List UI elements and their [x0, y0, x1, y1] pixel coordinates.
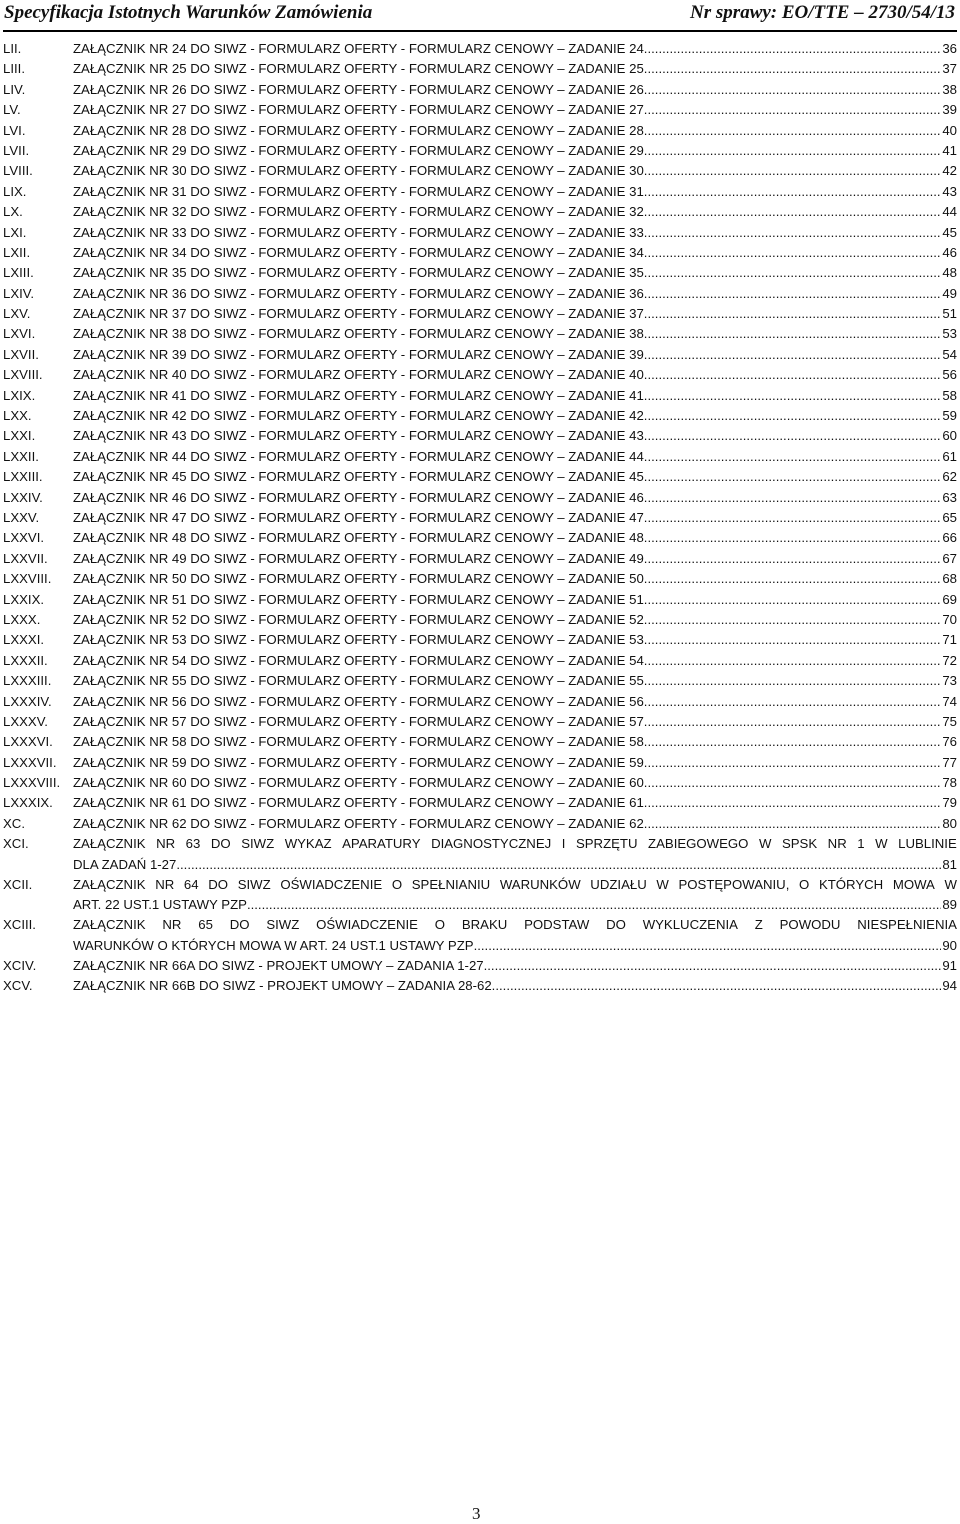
- toc-entry[interactable]: [3, 508, 957, 528]
- dot-leader: [647, 488, 941, 508]
- dot-leader: [647, 732, 941, 752]
- toc-entry-number: LXXIV.: [3, 489, 43, 505]
- toc-entry-page: 89: [942, 897, 957, 913]
- dot-leader: [647, 712, 941, 732]
- toc-entry-number: LIII.: [3, 61, 25, 77]
- toc-entry-title: ZAŁĄCZNIK NR 51 DO SIWZ - FORMULARZ OFERTY - FORMULARZ CENOWY – ZADANIE 51.: [73, 591, 648, 607]
- toc-entry[interactable]: [3, 956, 957, 976]
- toc-entry-number: LXXXIV.: [3, 693, 52, 709]
- toc-entry-page: 42: [942, 163, 957, 179]
- toc-entry-title: ZAŁĄCZNIK NR 57 DO SIWZ - FORMULARZ OFERTY - FORMULARZ CENOWY – ZADANIE 57.: [73, 713, 648, 729]
- toc-entry-title: ZAŁĄCZNIK NR 55 DO SIWZ - FORMULARZ OFERTY - FORMULARZ CENOWY – ZADANIE 55.: [73, 673, 648, 689]
- dot-leader: [647, 161, 941, 181]
- toc-entry[interactable]: [3, 753, 957, 773]
- toc-entry-number: LXV.: [3, 306, 31, 322]
- toc-entry-page: 79: [942, 795, 957, 811]
- toc-entry-page: 36: [942, 41, 957, 56]
- toc-entry-number: LXI.: [3, 224, 27, 240]
- toc-entry[interactable]: [3, 528, 957, 548]
- toc-entry[interactable]: [3, 976, 957, 996]
- toc-entry-title: ZAŁĄCZNIK NR 35 DO SIWZ - FORMULARZ OFERTY - FORMULARZ CENOWY – ZADANIE 35.: [73, 265, 648, 281]
- dot-leader: [647, 284, 941, 304]
- toc-entry-number: LXXXVIII.: [3, 775, 61, 791]
- toc-entry-title: ZAŁĄCZNIK NR 24 DO SIWZ - FORMULARZ OFERTY - FORMULARZ CENOWY – ZADANIE 24.: [73, 41, 648, 56]
- toc-entry-title: ZAŁĄCZNIK NR 58 DO SIWZ - FORMULARZ OFERTY - FORMULARZ CENOWY – ZADANIE 58.: [73, 734, 648, 750]
- toc-entry-number: LXXXVI.: [3, 734, 53, 750]
- toc-entry-title: ZAŁĄCZNIK NR 66B DO SIWZ - PROJEKT UMOWY – ZADANIA 28-62: [73, 978, 492, 994]
- toc-entry-page: 44: [942, 204, 957, 220]
- toc-entry-page: 59: [942, 408, 957, 424]
- header-title: Specyfikacja Istotnych Warunków Zamówienia: [4, 2, 373, 23]
- toc-entry[interactable]: [3, 773, 957, 793]
- toc-entry-page: 80: [942, 815, 957, 831]
- toc-entry-title: ZAŁĄCZNIK NR 36 DO SIWZ - FORMULARZ OFERTY - FORMULARZ CENOWY – ZADANIE 36.: [73, 285, 648, 301]
- toc-entry-title: ZAŁĄCZNIK NR 31 DO SIWZ - FORMULARZ OFERTY - FORMULARZ CENOWY – ZADANIE 31.: [73, 183, 648, 199]
- toc-entry-title: ZAŁĄCZNIK NR 27 DO SIWZ - FORMULARZ OFERTY - FORMULARZ CENOWY – ZADANIE 27.: [73, 102, 648, 118]
- toc-entry-page: 69: [942, 591, 957, 607]
- toc-entry-page: 70: [942, 611, 957, 627]
- toc-entry-page: 37: [942, 61, 957, 77]
- toc-entry-number: LVIII.: [3, 163, 33, 179]
- toc-entry-number: LXX.: [3, 408, 32, 424]
- toc-entry-number: LXVIII.: [3, 367, 43, 383]
- toc-entry[interactable]: [3, 875, 957, 916]
- dot-leader: [647, 773, 941, 793]
- toc-entry-number: LXXV.: [3, 509, 40, 525]
- toc-entry-page: 53: [942, 326, 957, 342]
- toc-entry[interactable]: [3, 223, 957, 243]
- toc-entry-page: 62: [942, 469, 957, 485]
- toc-entry-page: 66: [942, 530, 957, 546]
- toc-entry-number: XCIV.: [3, 958, 37, 974]
- toc-entry-page: 56: [942, 367, 957, 383]
- dot-leader: [647, 549, 941, 569]
- dot-leader: [647, 406, 941, 426]
- toc-entry-number: LXIV.: [3, 285, 35, 301]
- toc-entry-number: LXXXV.: [3, 713, 48, 729]
- toc-entry-title: ZAŁĄCZNIK NR 34 DO SIWZ - FORMULARZ OFERTY - FORMULARZ CENOWY – ZADANIE 34.: [73, 244, 648, 260]
- toc-entry[interactable]: [3, 39, 957, 59]
- toc-entry-title: ZAŁĄCZNIK NR 41 DO SIWZ - FORMULARZ OFERTY - FORMULARZ CENOWY – ZADANIE 41.: [73, 387, 648, 403]
- dot-leader: [647, 671, 941, 691]
- toc-entry-number: LXXXII.: [3, 652, 48, 668]
- toc-entry-number: LVII.: [3, 142, 30, 158]
- dot-leader: [647, 345, 941, 365]
- toc-entry-number: LII.: [3, 41, 22, 56]
- toc-entry[interactable]: [3, 100, 957, 120]
- header-case-number: Nr sprawy: EO/TTE – 2730/54/13: [690, 2, 955, 23]
- toc-entry-title: ZAŁĄCZNIK NR 61 DO SIWZ - FORMULARZ OFERTY - FORMULARZ CENOWY – ZADANIE 61.: [73, 795, 648, 811]
- dot-leader: [647, 590, 941, 610]
- dot-leader: [492, 976, 942, 996]
- dot-leader: [647, 651, 941, 671]
- toc-entry[interactable]: [3, 447, 957, 467]
- toc-entry-number: XC.: [3, 815, 25, 831]
- toc-entry[interactable]: [3, 406, 957, 426]
- toc-entry-number: LXXXI.: [3, 632, 45, 648]
- page-number: 3: [472, 1504, 481, 1523]
- dot-leader: [647, 386, 941, 406]
- dot-leader: [484, 956, 942, 976]
- toc-entry-title: ZAŁĄCZNIK NR 48 DO SIWZ - FORMULARZ OFERTY - FORMULARZ CENOWY – ZADANIE 48.: [73, 530, 648, 546]
- page-header: [3, 0, 957, 32]
- dot-leader: [474, 936, 942, 956]
- dot-leader: [647, 630, 941, 650]
- dot-leader: [647, 528, 941, 548]
- toc-entry-page: 40: [942, 122, 957, 138]
- table-of-contents: [3, 39, 957, 997]
- toc-entry[interactable]: [3, 263, 957, 283]
- toc-entry[interactable]: [3, 671, 957, 691]
- toc-entry-title: ZAŁĄCZNIK NR 29 DO SIWZ - FORMULARZ OFERTY - FORMULARZ CENOWY – ZADANIE 29.: [73, 142, 648, 158]
- toc-entry-page: 61: [942, 448, 957, 464]
- toc-entry-page: 91: [942, 958, 957, 974]
- toc-entry-page: 48: [942, 265, 957, 281]
- toc-entry[interactable]: [3, 915, 957, 956]
- toc-entry-title: ZAŁĄCZNIK NR 66A DO SIWZ - PROJEKT UMOWY – ZADANIA 1-27: [73, 958, 484, 974]
- toc-entry[interactable]: [3, 814, 957, 834]
- toc-entry-title: ZAŁĄCZNIK NR 56 DO SIWZ - FORMULARZ OFERTY - FORMULARZ CENOWY – ZADANIE 56.: [73, 693, 648, 709]
- dot-leader: [176, 855, 941, 875]
- toc-entry-number: LXVI.: [3, 326, 36, 342]
- toc-entry[interactable]: [3, 610, 957, 630]
- toc-entry-number: LXXXIII.: [3, 673, 52, 689]
- toc-entry-title: ZAŁĄCZNIK NR 47 DO SIWZ - FORMULARZ OFERTY - FORMULARZ CENOWY – ZADANIE 47.: [73, 509, 648, 525]
- toc-entry-number: LXXVII.: [3, 550, 48, 566]
- toc-entry-page: 94: [942, 978, 957, 994]
- toc-entry-title: ZAŁĄCZNIK NR 59 DO SIWZ - FORMULARZ OFERTY - FORMULARZ CENOWY – ZADANIE 59.: [73, 754, 648, 770]
- dot-leader: [647, 365, 941, 385]
- toc-entry-page: 67: [942, 550, 957, 566]
- toc-entry-number: LXXII.: [3, 448, 39, 464]
- toc-entry-title: ZAŁĄCZNIK NR 32 DO SIWZ - FORMULARZ OFERTY - FORMULARZ CENOWY – ZADANIE 32.: [73, 204, 648, 220]
- toc-entry-page: 71: [942, 632, 957, 648]
- toc-entry-number: LXXVI.: [3, 530, 45, 546]
- toc-entry[interactable]: [3, 467, 957, 487]
- toc-entry-title: ZAŁĄCZNIK NR 44 DO SIWZ - FORMULARZ OFERTY - FORMULARZ CENOWY – ZADANIE 44.: [73, 448, 648, 464]
- dot-leader: [647, 467, 941, 487]
- toc-entry-title: ZAŁĄCZNIK NR 49 DO SIWZ - FORMULARZ OFERTY - FORMULARZ CENOWY – ZADANIE 49.: [73, 550, 648, 566]
- toc-entry[interactable]: [3, 324, 957, 344]
- toc-entry-number: LXXXIX.: [3, 795, 53, 811]
- toc-entry-page: 45: [942, 224, 957, 240]
- toc-entry-page: 72: [942, 652, 957, 668]
- toc-entry-number: LXXVIII.: [3, 571, 52, 587]
- toc-entry-page: 75: [942, 713, 957, 729]
- toc-entry-title: ZAŁĄCZNIK NR 30 DO SIWZ - FORMULARZ OFERTY - FORMULARZ CENOWY – ZADANIE 30.: [73, 163, 648, 179]
- dot-leader: [647, 121, 941, 141]
- toc-entry[interactable]: [3, 651, 957, 671]
- toc-entry-page: 76: [942, 734, 957, 750]
- dot-leader: [647, 243, 941, 263]
- toc-entry-title: ZAŁĄCZNIK NR 39 DO SIWZ - FORMULARZ OFERTY - FORMULARZ CENOWY – ZADANIE 39.: [73, 346, 648, 362]
- toc-entry-number: LIV.: [3, 81, 26, 97]
- toc-entry-title: ZAŁĄCZNIK NR 42 DO SIWZ - FORMULARZ OFERTY - FORMULARZ CENOWY – ZADANIE 42.: [73, 408, 648, 424]
- toc-entry[interactable]: [3, 793, 957, 813]
- toc-entry-number: LXVII.: [3, 346, 39, 362]
- dot-leader: [647, 263, 941, 283]
- toc-entry-number: LXXX.: [3, 611, 41, 627]
- toc-entry[interactable]: [3, 304, 957, 324]
- dot-leader: [647, 141, 941, 161]
- toc-entry-number: XCI.: [3, 836, 29, 852]
- dot-leader: [647, 692, 941, 712]
- toc-entry-title: ZAŁĄCZNIK NR 26 DO SIWZ - FORMULARZ OFERTY - FORMULARZ CENOWY – ZADANIE 26.: [73, 81, 648, 97]
- toc-entry-title-line1: ZAŁĄCZNIK NR 63 DO SIWZ WYKAZ APARATURY DIAGNOSTYCZNEJ I SPRZĘTU ZABIEGOWEGO W SPSK NR 1 W LUBLINIE: [73, 836, 957, 852]
- toc-entry[interactable]: [3, 549, 957, 569]
- toc-entry-title: ZAŁĄCZNIK NR 40 DO SIWZ - FORMULARZ OFERTY - FORMULARZ CENOWY – ZADANIE 40.: [73, 367, 648, 383]
- toc-entry-number: XCIII.: [3, 917, 36, 933]
- toc-entry[interactable]: [3, 630, 957, 650]
- toc-entry-title-line2: WARUNKÓW O KTÓRYCH MOWA W ART. 24 UST.1 USTAWY PZP: [73, 937, 474, 953]
- toc-entry-page: 51: [942, 306, 957, 322]
- dot-leader: [647, 39, 941, 59]
- dot-leader: [647, 324, 941, 344]
- toc-entry[interactable]: [3, 426, 957, 446]
- toc-entry-page: 65: [942, 509, 957, 525]
- dot-leader: [647, 793, 941, 813]
- dot-leader: [647, 426, 941, 446]
- toc-entry-page: 46: [942, 244, 957, 260]
- toc-entry-page: 49: [942, 285, 957, 301]
- toc-entry-page: 90: [942, 937, 957, 953]
- dot-leader: [647, 447, 941, 467]
- toc-entry[interactable]: [3, 712, 957, 732]
- dot-leader: [247, 895, 941, 915]
- toc-entry-title: ZAŁĄCZNIK NR 50 DO SIWZ - FORMULARZ OFERTY - FORMULARZ CENOWY – ZADANIE 50.: [73, 571, 648, 587]
- toc-entry[interactable]: [3, 692, 957, 712]
- toc-entry[interactable]: [3, 141, 957, 161]
- toc-entry[interactable]: [3, 386, 957, 406]
- toc-entry-number: LVI.: [3, 122, 26, 138]
- toc-entry-number: LXIII.: [3, 265, 34, 281]
- dot-leader: [647, 223, 941, 243]
- toc-entry-title: ZAŁĄCZNIK NR 54 DO SIWZ - FORMULARZ OFERTY - FORMULARZ CENOWY – ZADANIE 54.: [73, 652, 648, 668]
- toc-entry-page: 39: [942, 102, 957, 118]
- toc-entry-number: XCII.: [3, 876, 33, 892]
- toc-entry-number: LXXI.: [3, 428, 36, 444]
- toc-entry[interactable]: [3, 834, 957, 875]
- toc-entry-title: ZAŁĄCZNIK NR 28 DO SIWZ - FORMULARZ OFERTY - FORMULARZ CENOWY – ZADANIE 28.: [73, 122, 648, 138]
- toc-entry-page: 63: [942, 489, 957, 505]
- toc-entry[interactable]: [3, 243, 957, 263]
- toc-entry-title-line2: ART. 22 UST.1 USTAWY PZP: [73, 897, 247, 913]
- toc-entry-title-line1: ZAŁĄCZNIK NR 65 DO SIWZ OŚWIADCZENIE O BRAKU PODSTAW DO WYKLUCZENIA Z POWODU NIESPEŁNIENIA: [73, 917, 957, 933]
- toc-entry-page: 78: [942, 775, 957, 791]
- toc-entry-page: 77: [942, 754, 957, 770]
- toc-entry-title: ZAŁĄCZNIK NR 37 DO SIWZ - FORMULARZ OFERTY - FORMULARZ CENOWY – ZADANIE 37.: [73, 306, 648, 322]
- toc-entry-title: ZAŁĄCZNIK NR 60 DO SIWZ - FORMULARZ OFERTY - FORMULARZ CENOWY – ZADANIE 60.: [73, 775, 648, 791]
- toc-entry[interactable]: [3, 284, 957, 304]
- toc-entry-number: LXXIX.: [3, 591, 45, 607]
- toc-entry-number: LIX.: [3, 183, 27, 199]
- toc-entry[interactable]: [3, 365, 957, 385]
- toc-entry-page: 38: [942, 81, 957, 97]
- toc-entry[interactable]: [3, 182, 957, 202]
- toc-entry-page: 54: [942, 346, 957, 362]
- toc-entry-number: LXII.: [3, 244, 31, 260]
- toc-entry-title: ZAŁĄCZNIK NR 52 DO SIWZ - FORMULARZ OFERTY - FORMULARZ CENOWY – ZADANIE 52.: [73, 611, 648, 627]
- toc-entry[interactable]: [3, 80, 957, 100]
- toc-entry-page: 60: [942, 428, 957, 444]
- toc-entry-title-line1: ZAŁĄCZNIK NR 64 DO SIWZ OŚWIADCZENIE O SPEŁNIANIU WARUNKÓW UDZIAŁU W POSTĘPOWANIU, O KTÓRYCH MOWA W: [73, 876, 957, 892]
- toc-entry-page: 43: [942, 183, 957, 199]
- dot-leader: [647, 508, 941, 528]
- toc-entry[interactable]: [3, 59, 957, 79]
- toc-entry[interactable]: [3, 732, 957, 752]
- toc-entry-title: ZAŁĄCZNIK NR 33 DO SIWZ - FORMULARZ OFERTY - FORMULARZ CENOWY – ZADANIE 33.: [73, 224, 648, 240]
- toc-entry[interactable]: [3, 590, 957, 610]
- toc-entry-page: 41: [942, 142, 957, 158]
- toc-entry-page: 58: [942, 387, 957, 403]
- toc-entry-page: 74: [942, 693, 957, 709]
- toc-entry-title: ZAŁĄCZNIK NR 43 DO SIWZ - FORMULARZ OFERTY - FORMULARZ CENOWY – ZADANIE 43.: [73, 428, 648, 444]
- toc-entry[interactable]: [3, 569, 957, 589]
- toc-entry-page: 73: [942, 673, 957, 689]
- toc-entry[interactable]: [3, 345, 957, 365]
- toc-entry-title: ZAŁĄCZNIK NR 38 DO SIWZ - FORMULARZ OFERTY - FORMULARZ CENOWY – ZADANIE 38.: [73, 326, 648, 342]
- toc-entry-title: ZAŁĄCZNIK NR 53 DO SIWZ - FORMULARZ OFERTY - FORMULARZ CENOWY – ZADANIE 53.: [73, 632, 648, 648]
- toc-entry[interactable]: [3, 202, 957, 222]
- toc-entry-number: XCV.: [3, 978, 33, 994]
- dot-leader: [647, 59, 941, 79]
- dot-leader: [647, 569, 941, 589]
- toc-entry-number: LXXXVII.: [3, 754, 57, 770]
- toc-entry-number: LX.: [3, 204, 23, 220]
- toc-entry-title: ZAŁĄCZNIK NR 46 DO SIWZ - FORMULARZ OFERTY - FORMULARZ CENOWY – ZADANIE 46.: [73, 489, 648, 505]
- dot-leader: [647, 753, 941, 773]
- dot-leader: [647, 304, 941, 324]
- toc-entry-number: LXIX.: [3, 387, 36, 403]
- toc-entry-page: 81: [942, 856, 957, 872]
- toc-entry-title: ZAŁĄCZNIK NR 62 DO SIWZ - FORMULARZ OFERTY - FORMULARZ CENOWY – ZADANIE 62.: [73, 815, 648, 831]
- toc-entry[interactable]: [3, 161, 957, 181]
- dot-leader: [647, 100, 941, 120]
- dot-leader: [647, 202, 941, 222]
- toc-entry-title: ZAŁĄCZNIK NR 45 DO SIWZ - FORMULARZ OFERTY - FORMULARZ CENOWY – ZADANIE 45.: [73, 469, 648, 485]
- dot-leader: [647, 610, 941, 630]
- toc-entry-number: LXXIII.: [3, 469, 43, 485]
- toc-entry-number: LV.: [3, 102, 21, 118]
- dot-leader: [647, 814, 941, 834]
- toc-entry[interactable]: [3, 121, 957, 141]
- dot-leader: [647, 182, 941, 202]
- toc-entry[interactable]: [3, 488, 957, 508]
- toc-entry-title: ZAŁĄCZNIK NR 25 DO SIWZ - FORMULARZ OFERTY - FORMULARZ CENOWY – ZADANIE 25.: [73, 61, 648, 77]
- toc-entry-title-line2: DLA ZADAŃ 1-27: [73, 856, 177, 872]
- toc-entry-page: 68: [942, 571, 957, 587]
- dot-leader: [647, 80, 941, 100]
